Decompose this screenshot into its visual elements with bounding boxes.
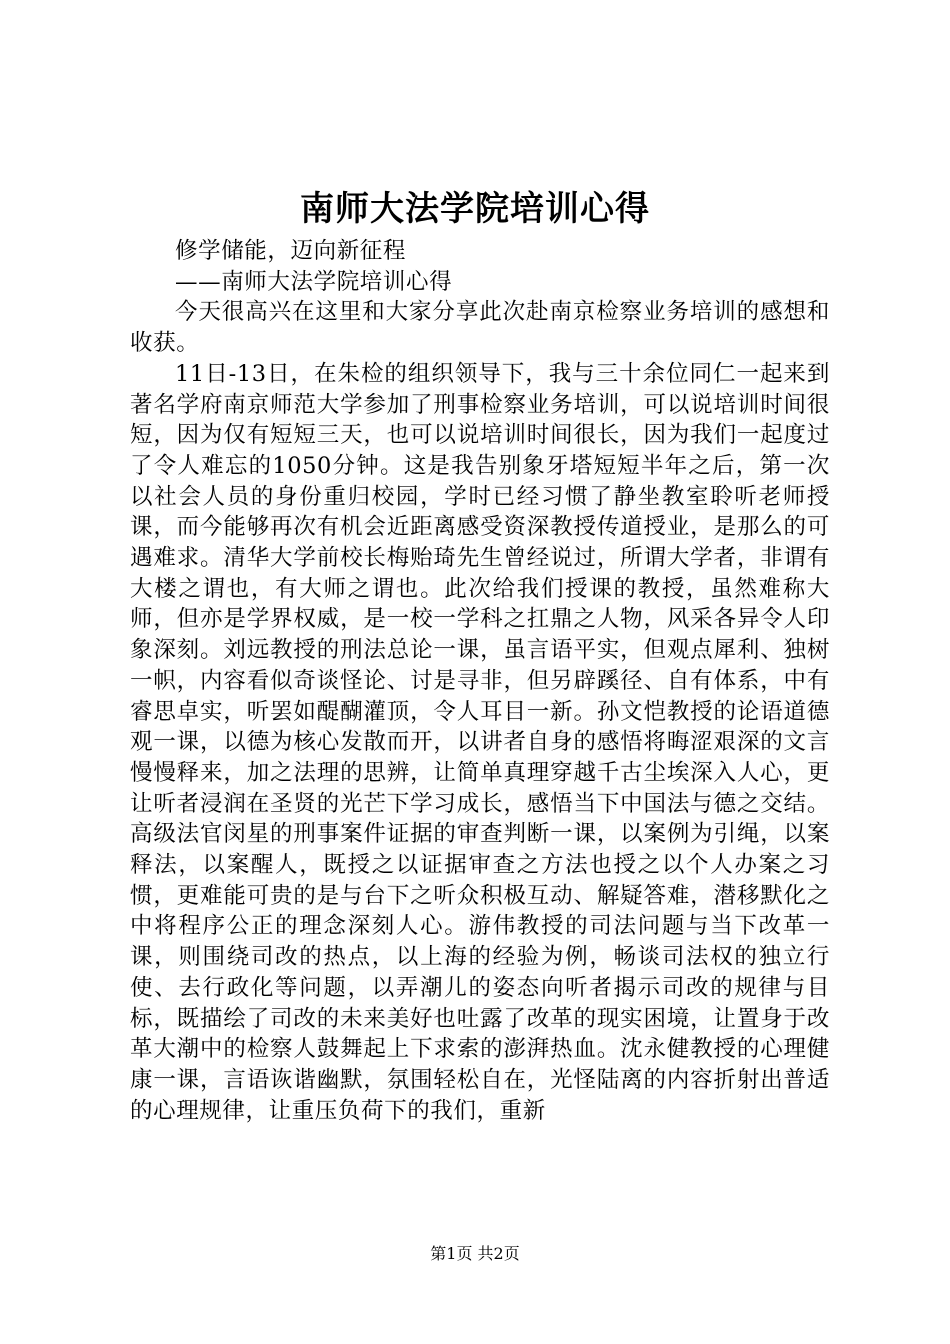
document-body [130,236,830,1126]
document-title: 南师大法学院培训心得 [300,189,650,229]
paragraph-2: 11日-13日，在朱检的组织领导下，我与三十余位同仁一起来到著名学府南京师范大学参加了刑事检察业务培训，可以说培训时间很短，因为仅有短短三天，也可以说培训时间很长，因为我们一起度过了令人难忘的1050分钟。这是我告别象牙塔短短半年之后，第一次以社会人员的身份重归校园，学时已经习惯了静坐教室聆听老师授课，而今能够再次有机会近距离感受资深教授传道授业，是那么的可遇难求。清华大学前校长梅贻琦先生曾经说过，所谓大学者，非谓有大楼之谓也，有大师之谓也。此次给我们授课的教授，虽然难称大师，但亦是学界权威，是一校一学科之扛鼎之人物，风采各异令人印象深刻。刘远教授的刑法总论一课，虽言语平实，但观点犀利、独树一帜，内容看似奇谈怪论、讨是寻非，但另辟蹊径、自有体系，中有睿思卓实，听罢如醍醐灌顶，令人耳目一新。孙文恺教授的论语道德观一课，以德为核心发散而开，以讲者自身的感悟将晦涩艰深的文言慢慢释来，加之法理的思辨，让简单真理穿越千古尘埃深入人心，更让听者浸润在圣贤的光芒下学习成长，感悟当下中国法与德之交结。高级法官闵星的刑事案件证据的审查判断一课，以案例为引绳，以案释法，以案醒人，既授之以证据审查之方法也授之以个人办案之习惯，更难能可贵的是与台下之听众积极互动、解疑答难，潜移默化之中将程序公正的理念深刻人心。游伟教授的司法问题与当下改革一课，则围绕司改的热点，以上海的经验为例，畅谈司法权的独立行使、去行政化等问题，以弄潮儿的姿态向听者揭示司改的规律与目标，既描绘了司改的未来美好也吐露了改革的现实困境，让置身于改革大潮中的检察人鼓舞起上下求索的澎湃热血。沈永健教授的心理健康一课，言语诙谐幽默，氛围轻松自在，光怪陆离的内容折射出普适的心理规律，让重压负荷下的我们，重新 [130,360,830,1124]
paragraph-1: 今天很高兴在这里和大家分享此次赴南京检察业务培训的感想和收获。 [130,299,830,357]
subtitle-line-2: ——南师大法学院培训心得 [175,268,453,295]
subtitle-line-1: 修学储能，迈向新征程 [175,238,407,264]
page-footer: 第1页 共2页 [430,1244,520,1263]
